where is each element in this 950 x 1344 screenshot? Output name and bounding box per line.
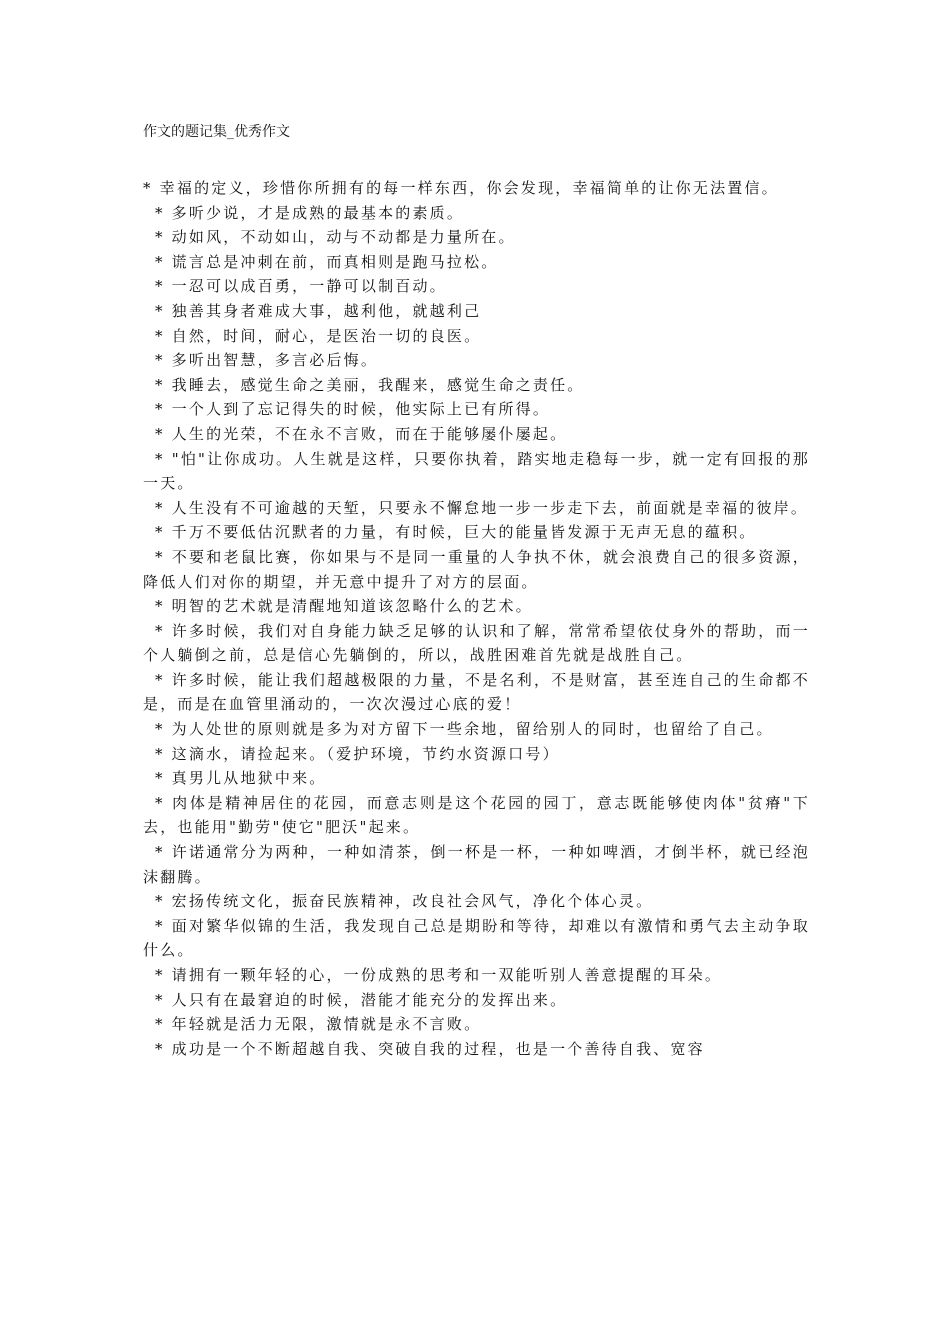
paragraph: * 明智的艺术就是清醒地知道该忽略什么的艺术。	[155, 597, 533, 616]
paragraph: * 我睡去，感觉生命之美丽，我醒来，感觉生命之责任。	[155, 375, 585, 394]
paragraph: * 肉体是精神居住的花园，而意志则是这个花园的园丁，意志既能够使肉体"贫瘠"下去，也能用"勤劳"使它"肥沃"起来。	[143, 793, 810, 837]
paragraph: * 动如风，不动如山，动与不动都是力量所在。	[155, 228, 516, 247]
paragraph: * 人生没有不可逾越的天堑，只要永不懈怠地一步一步走下去，前面就是幸福的彼岸。	[155, 498, 809, 517]
paragraph: * 面对繁华似锦的生活，我发现自己总是期盼和等待，却难以有激情和勇气去主动争取什么。	[143, 916, 810, 960]
paragraph: * 人生的光荣，不在永不言败，而在于能够屡仆屡起。	[155, 424, 568, 443]
paragraph: * 许诺通常分为两种，一种如清茶，倒一杯是一杯，一种如啤酒，才倒半杯，就已经泡沫翻腾。	[143, 843, 810, 886]
page-title: 作文的题记集_优秀作文	[143, 124, 290, 140]
paragraph: * 独善其身者难成大事，越利他，就越利己	[155, 301, 482, 320]
paragraph: * 真男儿从地狱中来。	[155, 769, 327, 788]
paragraph: * 不要和老鼠比赛，你如果与不是同一重量的人争执不休，就会浪费自己的很多资源，降低人们对你的期望，并无意中提升了对方的层面。	[143, 547, 810, 591]
paragraph: * 许多时候，能让我们超越极限的力量，不是名利，不是财富，甚至连自己的生命都不是，而是在血管里涌动的，一次次漫过心底的爱！	[143, 670, 810, 714]
paragraph: * 成功是一个不断超越自我、突破自我的过程，也是一个善待自我、宽容	[155, 1039, 705, 1058]
paragraph: * 人只有在最窘迫的时候，潜能才能充分的发挥出来。	[155, 990, 568, 1009]
paragraph: * "怕"让你成功。人生就是这样，只要你执着，踏实地走稳每一步，就一定有回报的那一天。	[143, 449, 810, 493]
paragraph: * 请拥有一颗年轻的心，一份成熟的思考和一双能听别人善意提醒的耳朵。	[155, 966, 723, 984]
paragraph: * 宏扬传统文化，振奋民族精神，改良社会风气，净化个体心灵。	[155, 892, 654, 911]
paragraph: * 许多时候，我们对自身能力缺乏足够的认识和了解，常常希望依仗身外的帮助，而一个人躺倒之前，总是信心先躺倒的，所以，战胜困难首先就是战胜自己。	[143, 621, 810, 665]
paragraph: * 这滴水，请捡起来。（爱护环境，节约水资源口号）	[155, 744, 560, 763]
paragraph: * 年轻就是活力无限，激情就是永不言败。	[155, 1015, 482, 1034]
paragraph: * 千万不要低估沉默者的力量，有时候，巨大的能量皆发源于无声无息的蕴积。	[155, 523, 757, 542]
document-body	[143, 176, 810, 1061]
paragraph: * 幸福的定义，珍惜你所拥有的每一样东西，你会发现，幸福简单的让你无法置信。	[143, 179, 779, 197]
paragraph: * 谎言总是冲刺在前，而真相则是跑马拉松。	[155, 252, 499, 271]
paragraph: * 一忍可以成百勇，一静可以制百动。	[155, 277, 447, 296]
paragraph: * 自然，时间，耐心，是医治一切的良医。	[155, 326, 482, 345]
paragraph: * 一个人到了忘记得失的时候，他实际上已有所得。	[155, 400, 551, 419]
paragraph: * 多听出智慧，多言必后悔。	[155, 351, 379, 370]
paragraph: * 为人处世的原则就是多为对方留下一些余地，留给别人的同时，也留给了自己。	[155, 720, 774, 739]
paragraph: * 多听少说，才是成熟的最基本的素质。	[155, 203, 465, 222]
